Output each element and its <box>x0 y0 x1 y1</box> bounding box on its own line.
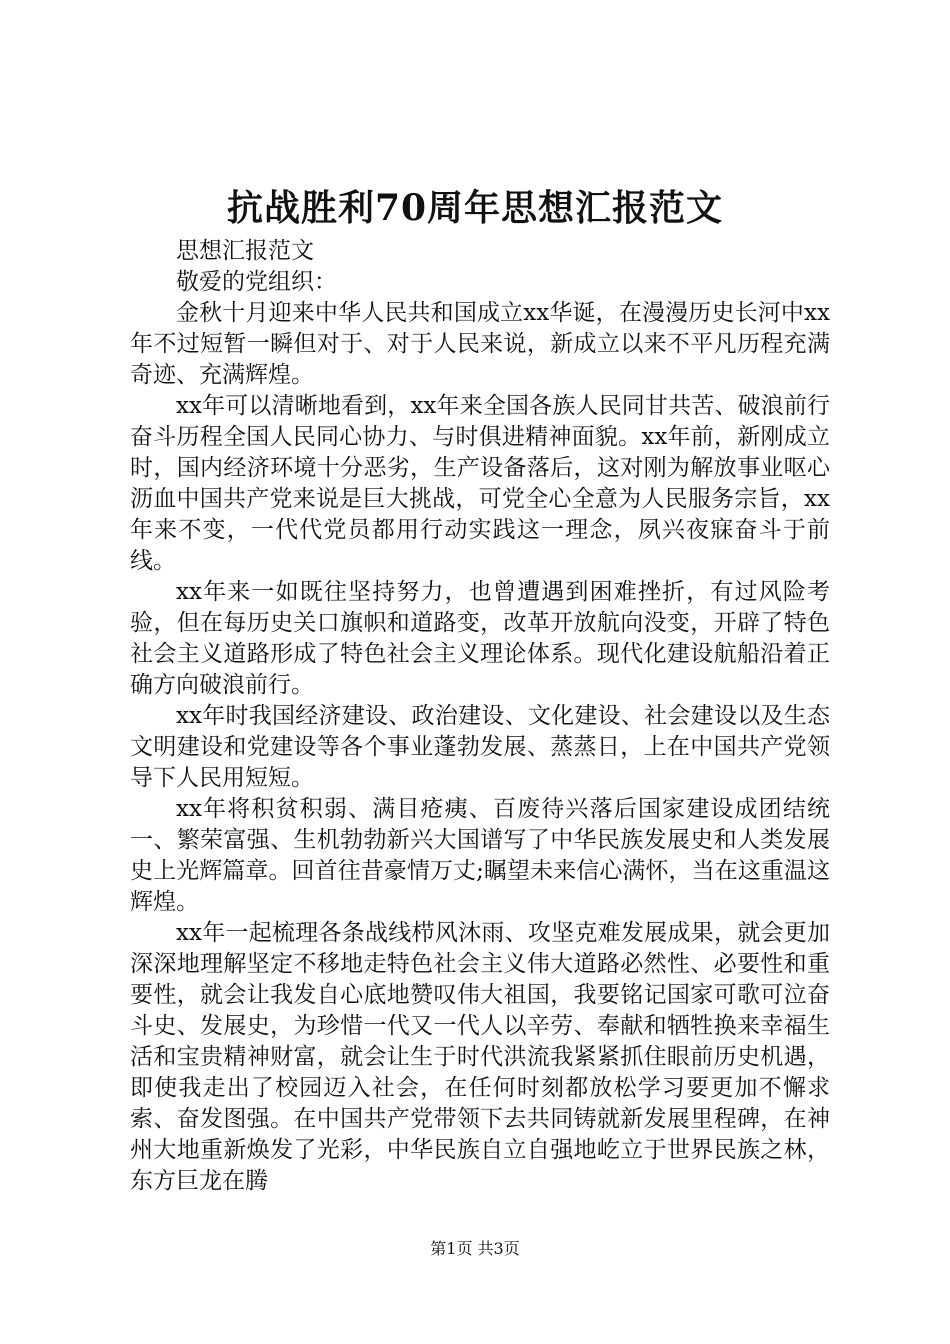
document-title: 抗战胜利70周年思想汇报范文 <box>226 187 724 229</box>
paragraph: 金秋十月迎来中华人民共和国成立xx华诞，在漫漫历史长河中xx年不过短暂一瞬但对于、对于人民来说，新成立以来不平凡历程充满奇迹、充满辉煌。 <box>130 300 830 388</box>
document-body <box>130 236 830 1197</box>
paragraph: xx年将积贫积弱、满目疮痍、百废待兴落后国家建设成团结统一、繁荣富强、生机勃勃新兴大国谱写了中华民族发展史和人类发展史上光辉篇章。回首往昔豪情万丈;瞩望未来信心满怀，当在这重温这辉煌。 <box>130 796 830 915</box>
paragraph-heading: 思想汇报范文 <box>176 238 314 264</box>
paragraph-salutation: 敬爱的党组织： <box>176 269 337 295</box>
paragraph: xx年可以清晰地看到，xx年来全国各族人民同甘共苦、破浪前行奋斗历程全国人民同心协力、与时俱进精神面貌。xx年前，新刚成立时，国内经济环境十分恶劣，生产设备落后，这对刚为解放事业呕心沥血中国共产党来说是巨大挑战，可党全心全意为人民服务宗旨，xx年来不变，一代代党员都用行动实践这一理念，夙兴夜寐奋斗于前线。 <box>130 393 830 574</box>
paragraph: xx年一起梳理各条战线栉风沐雨、攻坚克难发展成果，就会更加深深地理解坚定不移地走特色社会主义伟大道路必然性、必要性和重要性，就会让我发自心底地赞叹伟大祖国，我要铭记国家可歌可泣奋斗史、发展史，为珍惜一代又一代人以辛劳、奉献和牺牲换来幸福生活和宝贵精神财富，就会让生于时代洪流我紧紧抓住眼前历史机遇，即使我走出了校园迈入社会，在任何时刻都放松学习要更加不懈求索、奋发图强。在中国共产党带领下去共同铸就新发展里程碑，在神州大地重新焕发了光彩，中华民族自立自强地屹立于世界民族之林，东方巨龙在腾 <box>130 920 830 1194</box>
page-indicator: 第1页 共3页 <box>430 1239 520 1258</box>
paragraph: xx年时我国经济建设、政治建设、文化建设、社会建设以及生态文明建设和党建设等各个事业蓬勃发展、蒸蒸日，上在中国共产党领导下人民用短短。 <box>130 703 830 791</box>
paragraph: xx年来一如既往坚持努力，也曾遭遇到困难挫折，有过风险考验，但在每历史关口旗帜和道路变，改革开放航向没变，开辟了特色社会主义道路形成了特色社会主义理论体系。现代化建设航船沿着正确方向破浪前行。 <box>130 579 830 698</box>
page-footer <box>0 1238 950 1260</box>
